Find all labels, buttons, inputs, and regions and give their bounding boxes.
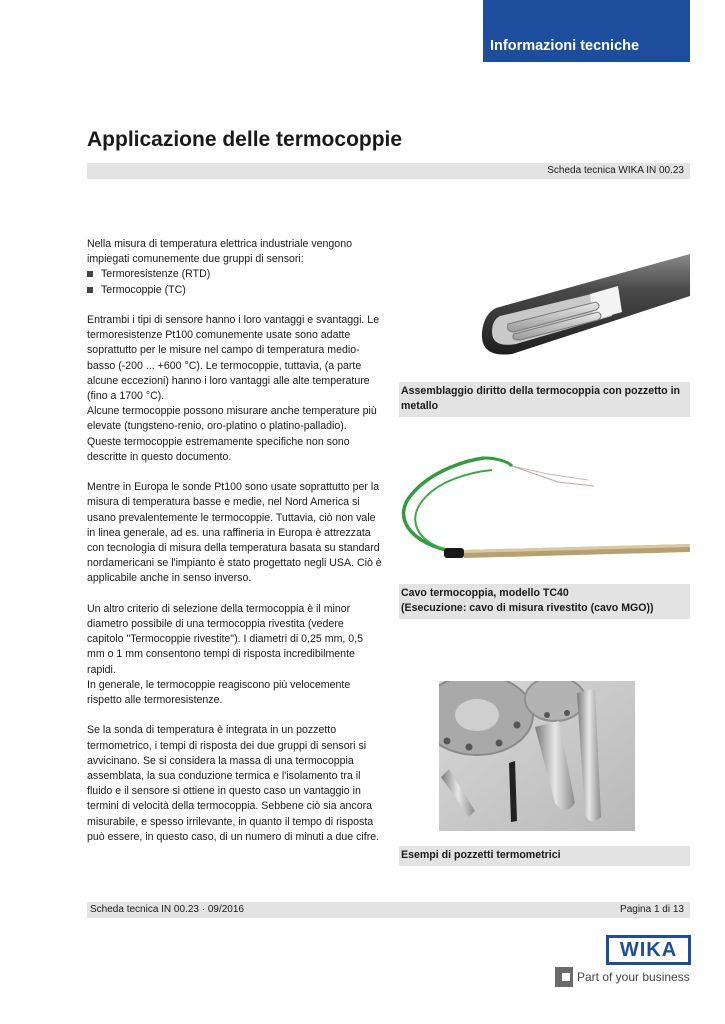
list-item: Termocoppie (TC) (87, 283, 383, 298)
caption-cable (399, 584, 690, 619)
brand-tagline (555, 967, 691, 987)
tagline-mark-icon (555, 967, 573, 987)
sensor-list (87, 267, 383, 297)
paragraph: Se la sonda di temperatura è integrata in un pozzetto termometrico, i tempi di risposta dei due gruppi di sensori si avvicinano. Se si considera la massa di una termocoppia assemblata, la sua conduzione termica e l'isolamento tra il fluido e il sensore si ottiene in questo caso un vantaggio in termini di velocità della termocoppia. Sebbene ciò sia ancora misurabile, e spesso irrilevante, in quanto il tempo di risposta può essere, in questo caso, di un numero di minuti a due cifre. (87, 724, 380, 843)
datasheet-ref: Scheda tecnica WIKA IN 00.23 (547, 165, 684, 176)
header-label: Informazioni tecniche (490, 38, 640, 54)
body-text (87, 237, 383, 860)
thermocouple-cable-image (398, 452, 690, 574)
paragraph: Mentre in Europa le sonde Pt100 sono usate soprattutto per la misura di temperatura basse e medie, nel Nord America si usano prevalentemente le termocoppie. Tuttavia, ciò non vale in linea generale, ad es. una raffineria in Europa è attrezzata con tecnologia di misura della temperatura basata su standard nordamericani se l'impianto è stato progettato negli USA. Ciò è applicabile anche in senso inverso. (87, 481, 382, 585)
paragraph: Un altro criterio di selezione della termocoppia è il minor diametro possibile di una termocoppia rivestita (vedere capitolo "Termocoppie rivestite"). I diametri di 0,25 mm, 0,5 mm o 1 mm consentono tempi di risposta incredibilmente rapidi. (87, 602, 364, 676)
header-banner (483, 0, 690, 62)
footer-bar (87, 902, 690, 918)
tagline-text: Part of your business (577, 970, 690, 984)
wika-logo (606, 935, 691, 965)
caption-cable-execution: (Esecuzione: cavo di misura rivestito (cavo MGO)) (401, 602, 654, 614)
thermocouple-assembly-image (472, 248, 690, 360)
paragraph: Entrambi i tipi di sensore hanno i loro vantaggi e svantaggi. Le termoresistenze Pt100 comunemente usate sono adatte soprattutto per le misure nel campo di temperatura medio-basso (-200 ... +600 °C). Le termocoppie, tuttavia, (a parte alcune eccezioni) hanno i loro vantaggi alle alte temperature (fino a 1700 °C). (87, 314, 380, 403)
paragraph: Alcune termocoppie possono misurare anche temperature più elevate (tungsteno-renio, oro-platino o platino-palladio). Queste termocoppie estremamente specifiche non sono descritte in questo documento. (87, 405, 377, 463)
caption-thermowells: Esempi di pozzetti termometrici (399, 846, 690, 866)
page-title: Applicazione delle termocoppie (87, 128, 403, 151)
paragraph: In generale, le termocoppie reagiscono più velocemente rispetto alle termoresistenze. (87, 678, 351, 707)
thermowells-image (439, 681, 635, 831)
caption-assembly: Assemblaggio diritto della termocoppia con pozzetto in metallo (399, 382, 690, 417)
footer-ref: Scheda tecnica IN 00.23 · 09/2016 (90, 904, 244, 915)
wika-logo-text: WIKA (619, 939, 678, 961)
caption-cable-model: Cavo termocoppia, modello TC40 (401, 587, 569, 599)
list-item: Termoresistenze (RTD) (87, 267, 383, 282)
page-number: Pagina 1 di 13 (620, 904, 684, 915)
intro-paragraph: Nella misura di temperatura elettrica industriale vengono impiegati comunemente due gruppi di sensori: (87, 238, 352, 266)
datasheet-bar (87, 163, 690, 179)
